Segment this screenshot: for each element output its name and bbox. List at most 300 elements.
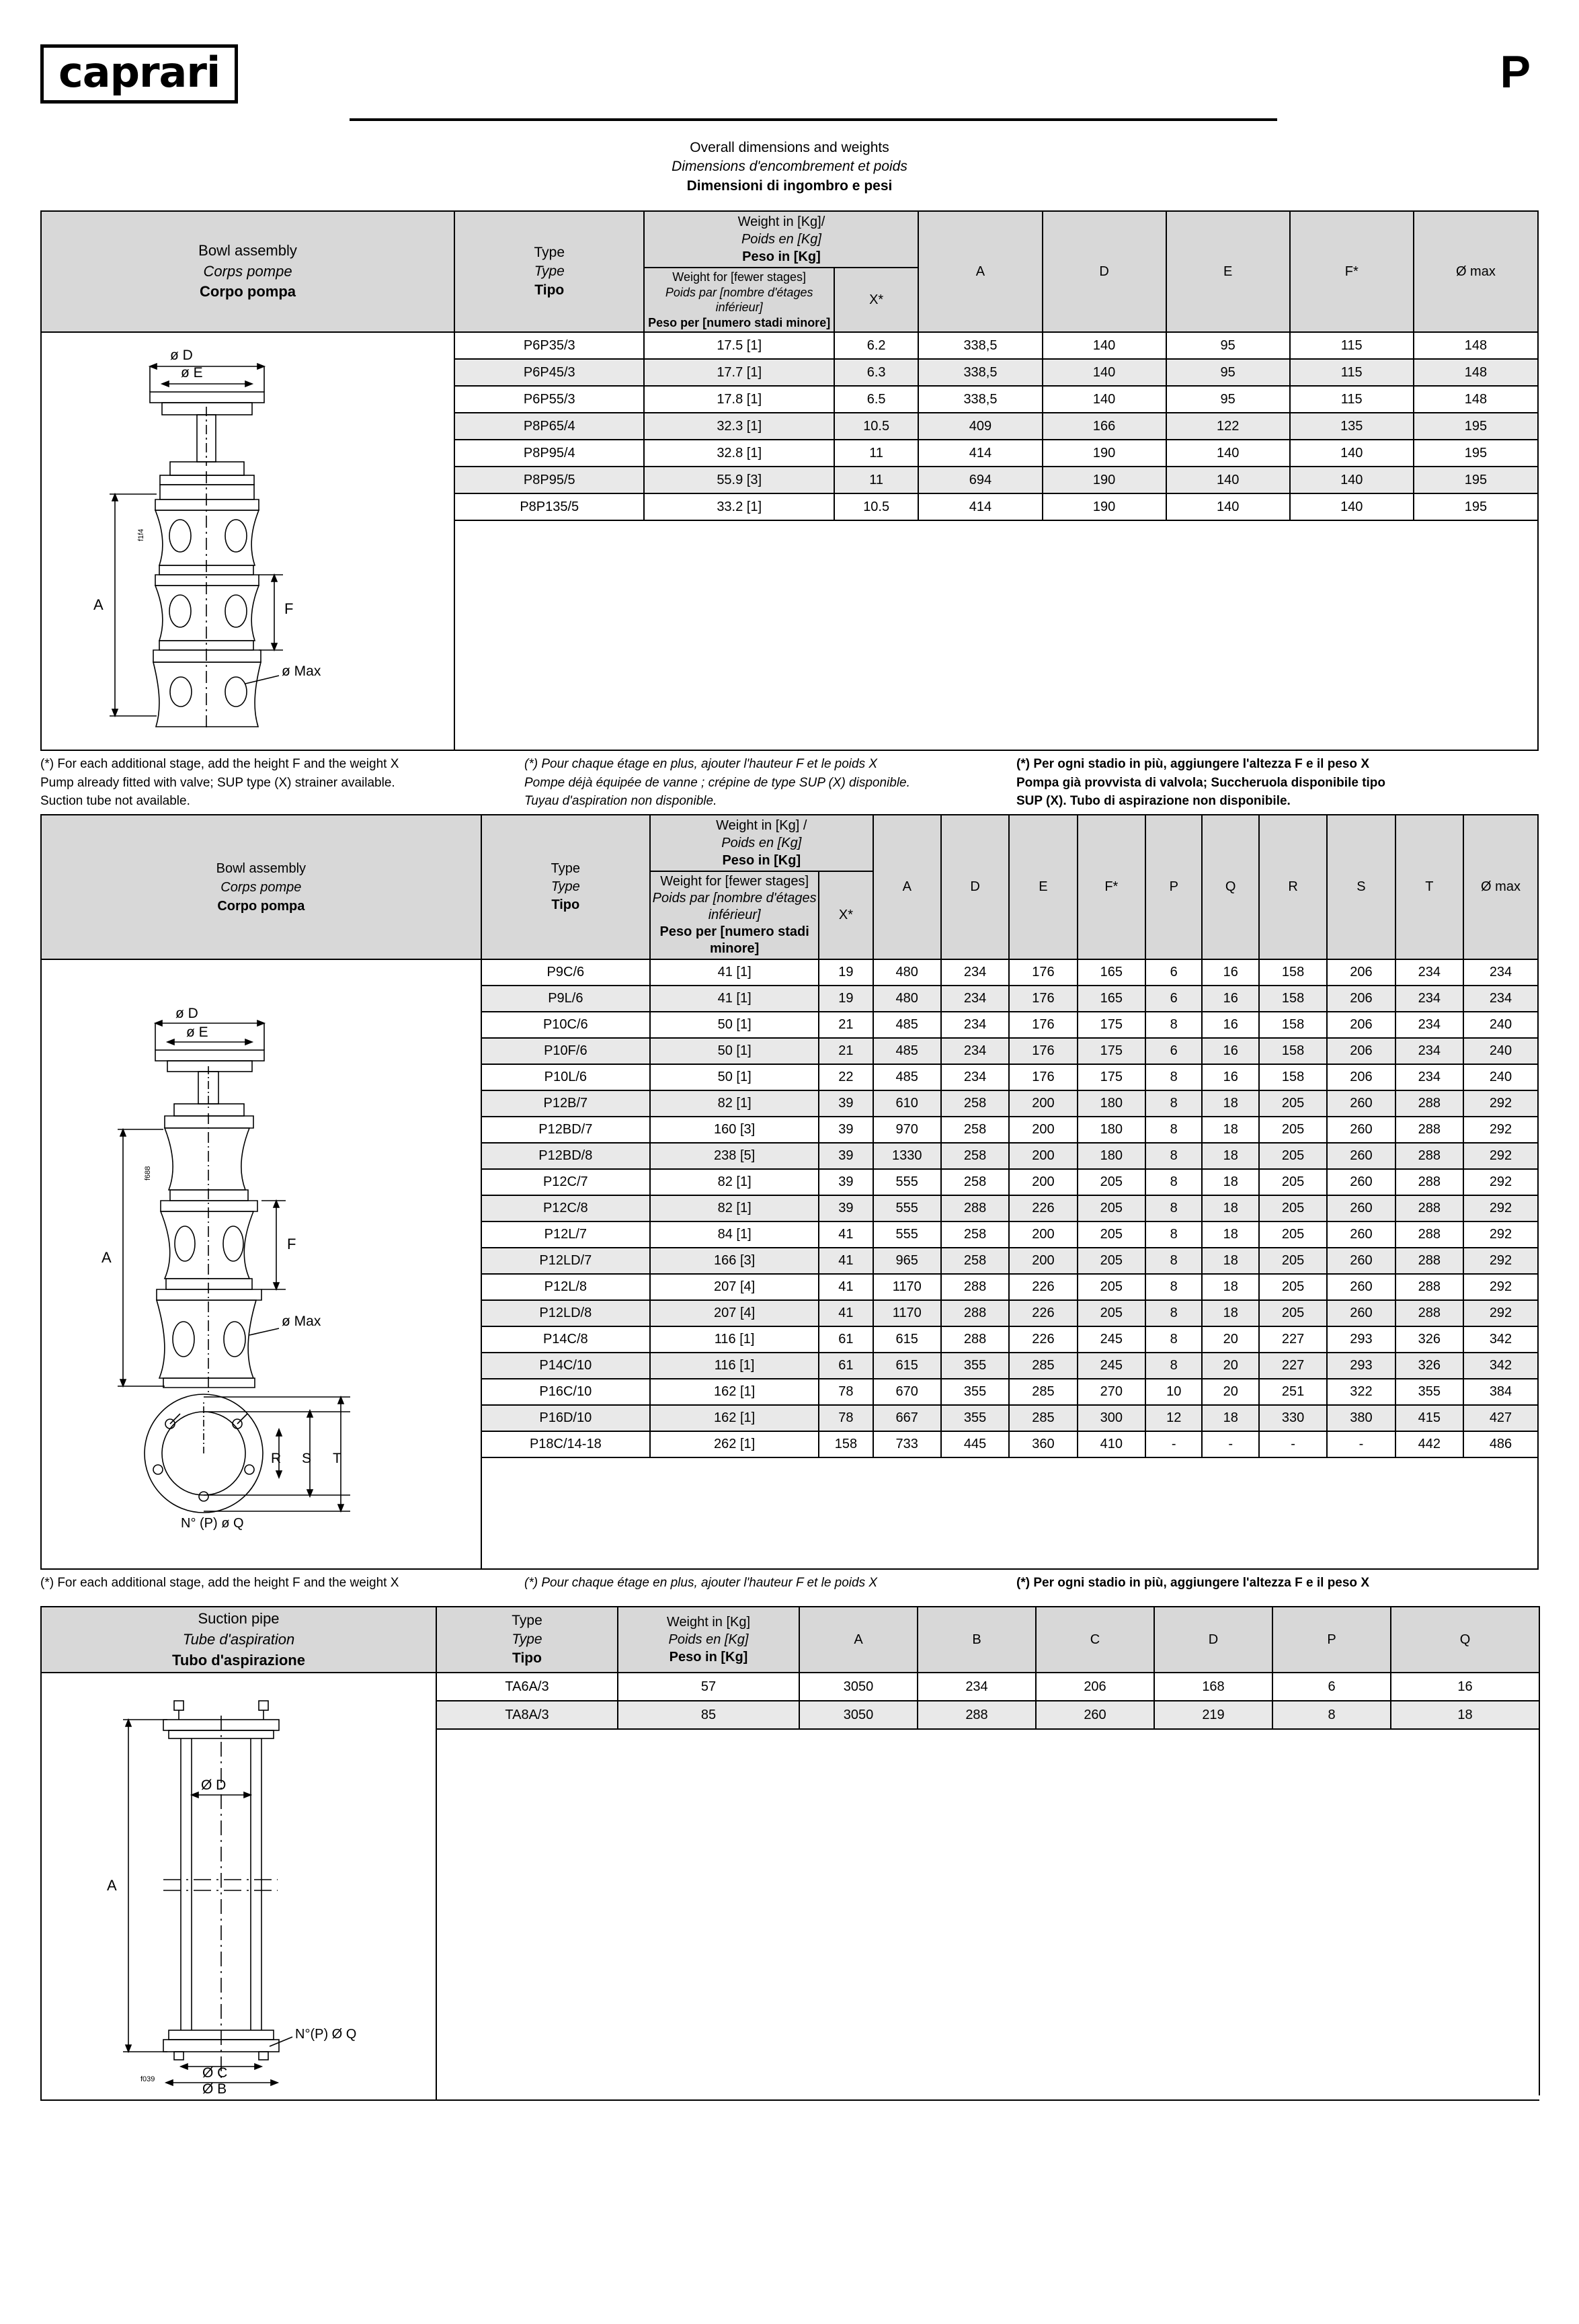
cell-F: 140 — [1290, 440, 1414, 467]
cell-D: 258 — [941, 1090, 1009, 1117]
header-col-R: R — [1259, 815, 1327, 959]
type-it: Tipo — [512, 1650, 542, 1667]
cell-E: 176 — [1009, 986, 1077, 1012]
cell-Q: 18 — [1202, 1300, 1258, 1326]
cell-T: 288 — [1395, 1221, 1463, 1248]
label-omax: ø Max — [282, 664, 321, 680]
cell-D: 140 — [1043, 386, 1166, 413]
cell-weight: 50 [1] — [650, 1038, 819, 1064]
cell-F: 180 — [1078, 1117, 1145, 1143]
cell-T: 355 — [1395, 1379, 1463, 1405]
cell-F: 140 — [1290, 493, 1414, 520]
cell-type: P12L/8 — [481, 1274, 650, 1300]
cell-F: 410 — [1078, 1431, 1145, 1457]
cell-A: 485 — [873, 1064, 941, 1090]
weight-it: Peso in [Kg] — [669, 1650, 748, 1665]
cell-E: 226 — [1009, 1326, 1077, 1353]
cell-E: 176 — [1009, 1012, 1077, 1038]
cell-P: 8 — [1272, 1701, 1391, 1729]
cell-C: 260 — [1036, 1701, 1154, 1729]
cell-omax: 292 — [1463, 1248, 1538, 1274]
cell-type: P14C/8 — [481, 1326, 650, 1353]
header-col-P: P — [1145, 815, 1202, 959]
cell-E: 95 — [1166, 359, 1290, 386]
cell-A: 3050 — [799, 1701, 918, 1729]
notes1-en-l2: Pump already fitted with valve; SUP type (X) strainer available. — [40, 775, 395, 790]
cell-omax: 240 — [1463, 1012, 1538, 1038]
cell-D: 288 — [941, 1300, 1009, 1326]
cell-R: 205 — [1259, 1221, 1327, 1248]
cell-x: 22 — [819, 1064, 873, 1090]
suction-fr: Tube d'aspiration — [182, 1630, 295, 1648]
cell-x: 19 — [819, 959, 873, 986]
cell-omax: 234 — [1463, 959, 1538, 986]
cell-R: 205 — [1259, 1195, 1327, 1221]
cell-T: 415 — [1395, 1405, 1463, 1431]
label-A: A — [102, 1248, 112, 1266]
weight-fr: Poids en [Kg] — [668, 1632, 749, 1648]
cell-omax: 195 — [1414, 440, 1538, 467]
cell-F: 180 — [1078, 1143, 1145, 1169]
table-header-row — [41, 211, 1538, 268]
label-S: S — [302, 1450, 312, 1466]
header-col-D: D — [941, 815, 1009, 959]
cell-S: 206 — [1327, 959, 1395, 986]
label-R: R — [271, 1450, 282, 1466]
cell-omax: 234 — [1463, 986, 1538, 1012]
cell-weight: 82 [1] — [650, 1090, 819, 1117]
cell-E: 200 — [1009, 1221, 1077, 1248]
cell-D: 234 — [941, 1012, 1009, 1038]
cell-B: 234 — [918, 1673, 1036, 1701]
section-suction-pipe — [40, 1606, 1539, 2101]
header-weight — [618, 1607, 799, 1673]
cell-Q: 18 — [1202, 1248, 1258, 1274]
cell-E: 176 — [1009, 1038, 1077, 1064]
cell-D: 258 — [941, 1169, 1009, 1195]
cell-F: 115 — [1290, 386, 1414, 413]
filler-cell-2 — [436, 2095, 1539, 2100]
cell-P: 8 — [1145, 1064, 1202, 1090]
cell-type: P8P95/4 — [454, 440, 644, 467]
cell-Q: 18 — [1202, 1143, 1258, 1169]
notes1-it — [1016, 755, 1547, 811]
cell-D: 258 — [941, 1143, 1009, 1169]
cell-weight: 33.2 [1] — [644, 493, 834, 520]
label-holes: N° (P) ø Q — [181, 1515, 244, 1530]
cell-S: 206 — [1327, 1012, 1395, 1038]
cell-weight: 162 [1] — [650, 1405, 819, 1431]
notes1-fr — [524, 755, 1015, 811]
cell-A: 555 — [873, 1195, 941, 1221]
notes2-fr: (*) Pour chaque étage en plus, ajouter l'hauteur F et le poids X — [524, 1576, 878, 1591]
cell-S: 260 — [1327, 1090, 1395, 1117]
bowl-en: Bowl assembly — [198, 241, 297, 259]
cell-x: 19 — [819, 986, 873, 1012]
cell-S: 293 — [1327, 1353, 1395, 1379]
cell-type: TA6A/3 — [436, 1673, 618, 1701]
cell-R: 158 — [1259, 1012, 1327, 1038]
cell-R: 205 — [1259, 1143, 1327, 1169]
logo-text: caprari — [58, 48, 220, 97]
notes1-fr-l2: Pompe déjà équipée de vanne ; crépine de type SUP (X) disponible. — [524, 775, 910, 790]
notes1-it-l2: Pompa già provvista di valvola; Succheruola disponibile tipo — [1016, 775, 1386, 790]
cell-F: 245 — [1078, 1326, 1145, 1353]
cell-x: 21 — [819, 1012, 873, 1038]
bowl-it: Corpo pompa — [200, 283, 296, 300]
cell-F: 300 — [1078, 1405, 1145, 1431]
cell-T: 234 — [1395, 1064, 1463, 1090]
cell-S: 260 — [1327, 1248, 1395, 1274]
cell-weight: 17.8 [1] — [644, 386, 834, 413]
label-T: T — [333, 1450, 341, 1466]
cell-Q: 18 — [1202, 1117, 1258, 1143]
cell-S: 322 — [1327, 1379, 1395, 1405]
label-oE: ø E — [181, 365, 203, 381]
cell-R: 205 — [1259, 1169, 1327, 1195]
cell-E: 95 — [1166, 386, 1290, 413]
cell-omax: 148 — [1414, 386, 1538, 413]
cell-F: 175 — [1078, 1038, 1145, 1064]
cell-D: 168 — [1154, 1673, 1272, 1701]
cell-F: 140 — [1290, 467, 1414, 493]
cell-S: 260 — [1327, 1169, 1395, 1195]
cell-F: 205 — [1078, 1221, 1145, 1248]
cell-x: 158 — [819, 1431, 873, 1457]
header-col-F: F* — [1078, 815, 1145, 959]
weight-it: Peso in [Kg] — [722, 853, 801, 869]
weight-en: Weight in [Kg] / — [716, 818, 807, 834]
wsub-it: Peso per [numero stadi minore] — [659, 924, 809, 957]
notes1-fr-l1: (*) Pour chaque étage en plus, ajouter l'hauteur F et le poids X — [524, 757, 878, 772]
cell-D: 234 — [941, 986, 1009, 1012]
cell-P: 8 — [1145, 1143, 1202, 1169]
cell-A: 615 — [873, 1353, 941, 1379]
cell-type: P12C/7 — [481, 1169, 650, 1195]
label-F: F — [287, 1235, 296, 1252]
cell-F: 135 — [1290, 413, 1414, 440]
cell-Q: 20 — [1202, 1379, 1258, 1405]
cell-F: 245 — [1078, 1353, 1145, 1379]
notes-block-2 — [40, 1574, 1539, 1598]
cell-R: 227 — [1259, 1353, 1327, 1379]
cell-A: 409 — [918, 413, 1042, 440]
notes1-en-l3: Suction tube not available. — [40, 794, 190, 809]
wsub-en: Weight for [fewer stages] — [660, 874, 809, 889]
header-col-Q: Q — [1202, 815, 1258, 959]
cell-type: P16C/10 — [481, 1379, 650, 1405]
weight-en: Weight in [Kg]/ — [737, 214, 825, 230]
cell-R: 158 — [1259, 1064, 1327, 1090]
cell-omax: 292 — [1463, 1117, 1538, 1143]
cell-omax: 148 — [1414, 359, 1538, 386]
cell-D: 234 — [941, 1064, 1009, 1090]
cell-x: 61 — [819, 1326, 873, 1353]
suction-pipe-drawing — [42, 1678, 432, 2095]
cell-P: 8 — [1145, 1195, 1202, 1221]
cell-A: 615 — [873, 1326, 941, 1353]
cell-A: 1330 — [873, 1143, 941, 1169]
cell-weight: 41 [1] — [650, 986, 819, 1012]
cell-P: 10 — [1145, 1379, 1202, 1405]
cell-D: 288 — [941, 1195, 1009, 1221]
cell-Q: 18 — [1202, 1221, 1258, 1248]
section-bowl-assembly-1 — [40, 210, 1539, 751]
cell-Q: 16 — [1202, 959, 1258, 986]
cell-S: 206 — [1327, 1038, 1395, 1064]
cell-S: 260 — [1327, 1195, 1395, 1221]
cell-omax: 292 — [1463, 1090, 1538, 1117]
cell-T: 442 — [1395, 1431, 1463, 1457]
cell-omax: 486 — [1463, 1431, 1538, 1457]
cell-type: P8P135/5 — [454, 493, 644, 520]
header-weight-group — [650, 815, 873, 871]
cell-E: 95 — [1166, 332, 1290, 359]
table-suction-pipe — [40, 1606, 1540, 2101]
cell-weight: 207 [4] — [650, 1274, 819, 1300]
cell-F: 205 — [1078, 1300, 1145, 1326]
cell-x: 21 — [819, 1038, 873, 1064]
cell-P: 8 — [1145, 1248, 1202, 1274]
bowl-assembly-drawing-2 — [42, 999, 454, 1530]
label-oD: Ø D — [201, 1777, 227, 1794]
cell-x: 39 — [819, 1143, 873, 1169]
header-type — [436, 1607, 618, 1673]
cell-Q: 16 — [1202, 1064, 1258, 1090]
cell-omax: 240 — [1463, 1038, 1538, 1064]
notes2-it: (*) Per ogni stadio in più, aggiungere l'altezza F e il peso X — [1016, 1576, 1369, 1591]
cell-weight: 238 [5] — [650, 1143, 819, 1169]
drawing-bowl-large — [41, 959, 481, 1569]
cell-F: 205 — [1078, 1274, 1145, 1300]
label-oB: Ø B — [202, 2081, 227, 2095]
cell-R: 227 — [1259, 1326, 1327, 1353]
cell-F: 115 — [1290, 332, 1414, 359]
section-bowl-assembly-2 — [40, 814, 1539, 1570]
cell-F: 180 — [1078, 1090, 1145, 1117]
header-col-S: S — [1327, 815, 1395, 959]
cell-A: 480 — [873, 986, 941, 1012]
cell-T: 288 — [1395, 1143, 1463, 1169]
cell-type: P12L/7 — [481, 1221, 650, 1248]
cell-S: 260 — [1327, 1300, 1395, 1326]
weight-en: Weight in [Kg] — [666, 1615, 751, 1630]
cell-omax: 292 — [1463, 1274, 1538, 1300]
table-header-row — [41, 815, 1538, 871]
page-letter: P — [1500, 46, 1531, 97]
cell-E: 200 — [1009, 1143, 1077, 1169]
notes1-en — [40, 755, 524, 811]
cell-type: P12C/8 — [481, 1195, 650, 1221]
type-it: Tipo — [551, 897, 580, 913]
table-row — [41, 1673, 1539, 1701]
notes1-fr-l3: Tuyau d'aspiration non disponible. — [524, 794, 717, 809]
cell-A: 480 — [873, 959, 941, 986]
cell-R: 205 — [1259, 1274, 1327, 1300]
weight-it: Peso in [Kg] — [742, 249, 821, 265]
cell-Q: 20 — [1202, 1353, 1258, 1379]
cell-E: 285 — [1009, 1353, 1077, 1379]
cell-weight: 55.9 [3] — [644, 467, 834, 493]
cell-x: 6.3 — [834, 359, 919, 386]
cell-A: 670 — [873, 1379, 941, 1405]
header-col-D: D — [1043, 211, 1166, 332]
cell-P: 6 — [1145, 959, 1202, 986]
header-col-Q: Q — [1391, 1607, 1539, 1673]
header-col-C: C — [1036, 1607, 1154, 1673]
cell-Q: 18 — [1202, 1405, 1258, 1431]
cell-x: 6.5 — [834, 386, 919, 413]
cell-type: P12B/7 — [481, 1090, 650, 1117]
cell-D: 355 — [941, 1379, 1009, 1405]
label-F: F — [284, 600, 294, 618]
cell-x: 6.2 — [834, 332, 919, 359]
cell-S: 260 — [1327, 1274, 1395, 1300]
cell-type: P12LD/7 — [481, 1248, 650, 1274]
cell-weight: 50 [1] — [650, 1064, 819, 1090]
header-col-A: A — [799, 1607, 918, 1673]
cell-weight: 262 [1] — [650, 1431, 819, 1457]
table-bowl-assembly-large — [40, 814, 1539, 1570]
cell-omax: 148 — [1414, 332, 1538, 359]
cell-R: 158 — [1259, 986, 1327, 1012]
filler-cell — [436, 1729, 1539, 2095]
cell-A: 965 — [873, 1248, 941, 1274]
cell-D: 288 — [941, 1274, 1009, 1300]
cell-omax: 427 — [1463, 1405, 1538, 1431]
cell-D: 234 — [941, 1038, 1009, 1064]
header-bowl-assembly — [41, 815, 481, 959]
cell-Q: 16 — [1202, 1038, 1258, 1064]
table-header-row — [41, 1607, 1539, 1673]
cell-x: 11 — [834, 467, 919, 493]
header-col-A: A — [873, 815, 941, 959]
cell-T: 234 — [1395, 1038, 1463, 1064]
drawing-suction-pipe — [41, 1673, 436, 2100]
table-bowl-assembly-small — [40, 210, 1539, 751]
cell-type: P6P55/3 — [454, 386, 644, 413]
filler-cell — [454, 520, 1538, 750]
cell-weight: 82 [1] — [650, 1169, 819, 1195]
cell-R: 158 — [1259, 1038, 1327, 1064]
header-col-omax: Ø max — [1463, 815, 1538, 959]
table-row — [41, 959, 1538, 986]
cell-weight: 116 [1] — [650, 1326, 819, 1353]
label-A: A — [107, 1877, 117, 1894]
cell-T: 234 — [1395, 959, 1463, 986]
cell-E: 226 — [1009, 1274, 1077, 1300]
cell-R: 205 — [1259, 1300, 1327, 1326]
label-oE: ø E — [186, 1024, 208, 1040]
cell-type: P9L/6 — [481, 986, 650, 1012]
cell-weight: 32.3 [1] — [644, 413, 834, 440]
drawing-bowl-small — [41, 332, 454, 750]
cell-S: 206 — [1327, 1064, 1395, 1090]
cell-weight: 84 [1] — [650, 1221, 819, 1248]
cell-E: 285 — [1009, 1379, 1077, 1405]
cell-A: 485 — [873, 1012, 941, 1038]
header-col-X: X* — [819, 871, 873, 959]
cell-D: 258 — [941, 1221, 1009, 1248]
type-fr: Type — [551, 879, 580, 895]
cell-F: 205 — [1078, 1169, 1145, 1195]
cell-weight: 57 — [618, 1673, 799, 1701]
type-fr: Type — [534, 263, 565, 279]
cell-type: P16D/10 — [481, 1405, 650, 1431]
cell-E: 176 — [1009, 959, 1077, 986]
label-oD: ø D — [175, 1005, 198, 1021]
cell-x: 41 — [819, 1274, 873, 1300]
bowl-fr: Corps pompe — [220, 879, 302, 895]
cell-x: 41 — [819, 1300, 873, 1326]
cell-P: 8 — [1145, 1221, 1202, 1248]
cell-Q: 18 — [1202, 1169, 1258, 1195]
cell-T: 288 — [1395, 1248, 1463, 1274]
title-it: Dimensioni di ingombro e pesi — [686, 177, 893, 194]
cell-type: P14C/10 — [481, 1353, 650, 1379]
cell-Q: 18 — [1391, 1701, 1539, 1729]
cell-type: P8P65/4 — [454, 413, 644, 440]
cell-A: 555 — [873, 1221, 941, 1248]
label-oC: Ø C — [202, 2065, 228, 2081]
cell-T: 234 — [1395, 1012, 1463, 1038]
cell-E: 140 — [1166, 440, 1290, 467]
cell-type: P12LD/8 — [481, 1300, 650, 1326]
cell-T: 288 — [1395, 1300, 1463, 1326]
cell-weight: 160 [3] — [650, 1117, 819, 1143]
cell-S: - — [1327, 1431, 1395, 1457]
cell-T: 234 — [1395, 986, 1463, 1012]
cell-F: 115 — [1290, 359, 1414, 386]
header-weight-sub — [650, 871, 819, 959]
cell-S: 206 — [1327, 986, 1395, 1012]
cell-T: 288 — [1395, 1195, 1463, 1221]
cell-x: 10.5 — [834, 493, 919, 520]
cell-weight: 17.7 [1] — [644, 359, 834, 386]
cell-R: 205 — [1259, 1248, 1327, 1274]
cell-A: 555 — [873, 1169, 941, 1195]
type-it: Tipo — [534, 282, 565, 298]
cell-type: P18C/14-18 — [481, 1431, 650, 1457]
bowl-it: Corpo pompa — [217, 898, 305, 914]
cell-A: 1170 — [873, 1274, 941, 1300]
label-A: A — [93, 596, 104, 614]
cell-type: TA8A/3 — [436, 1701, 618, 1729]
cell-P: 12 — [1145, 1405, 1202, 1431]
header-suction-pipe — [41, 1607, 436, 1673]
title-en: Overall dimensions and weights — [690, 140, 889, 155]
cell-P: 8 — [1145, 1300, 1202, 1326]
cell-weight: 162 [1] — [650, 1379, 819, 1405]
cell-D: 190 — [1043, 440, 1166, 467]
cell-weight: 32.8 [1] — [644, 440, 834, 467]
cell-R: 251 — [1259, 1379, 1327, 1405]
cell-D: 355 — [941, 1353, 1009, 1379]
cell-D: 140 — [1043, 332, 1166, 359]
wsub-it: Peso per [numero stadi minore] — [648, 315, 831, 329]
header-col-T: T — [1395, 815, 1463, 959]
cell-Q: 18 — [1202, 1274, 1258, 1300]
cell-x: 39 — [819, 1117, 873, 1143]
cell-T: 326 — [1395, 1326, 1463, 1353]
cell-P: 8 — [1145, 1326, 1202, 1353]
cell-A: 3050 — [799, 1673, 918, 1701]
cell-D: 166 — [1043, 413, 1166, 440]
bowl-assembly-drawing-1 — [42, 339, 432, 743]
cell-E: 200 — [1009, 1248, 1077, 1274]
label-oD: ø D — [170, 348, 193, 364]
type-en: Type — [512, 1612, 542, 1628]
